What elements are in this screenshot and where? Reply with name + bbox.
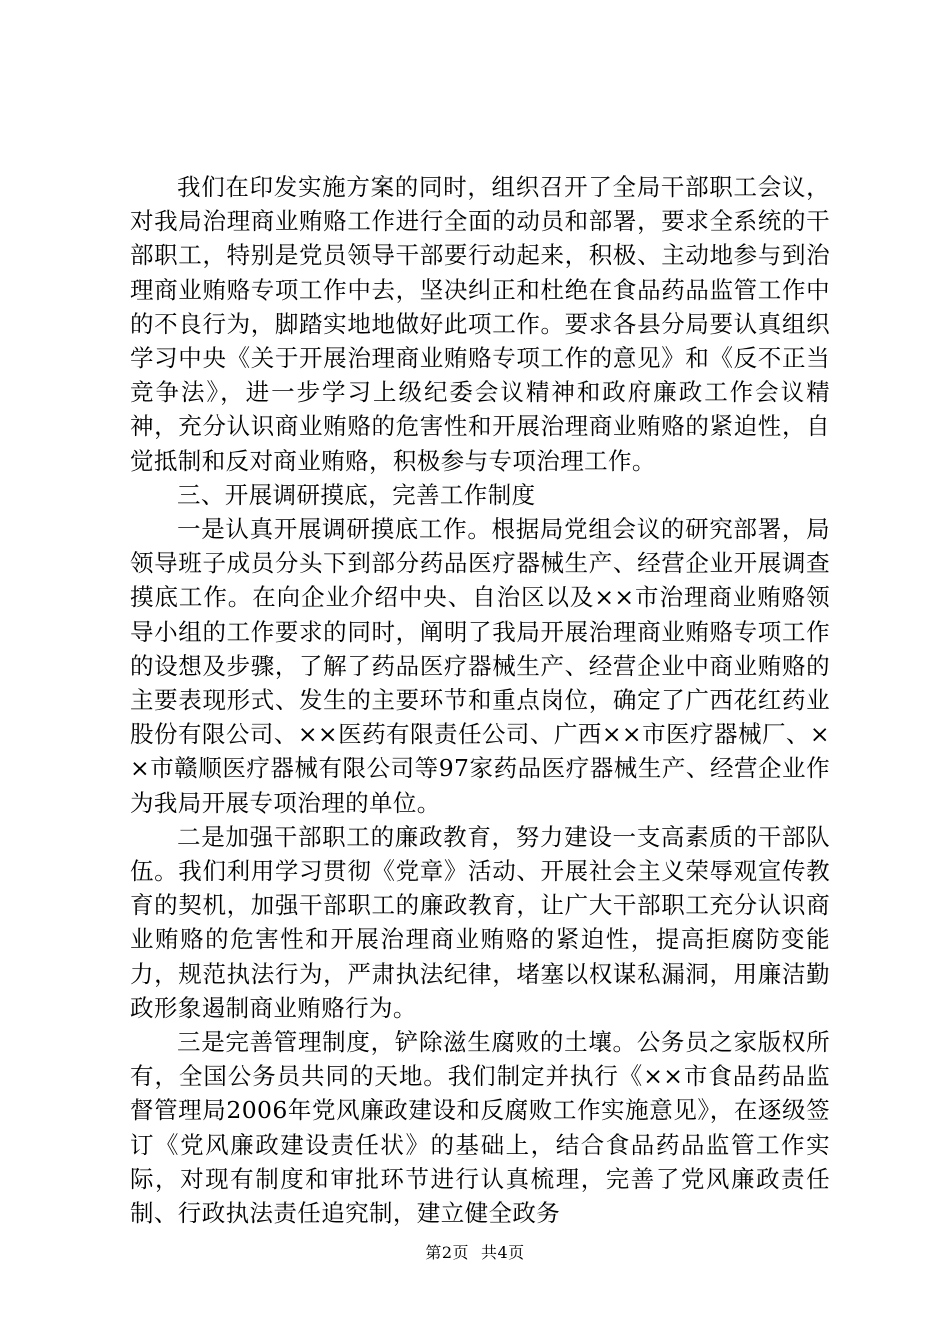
- paragraph-management: 三是完善管理制度，铲除滋生腐败的土壤。公务员之家版权所有，全国公务员共同的天地。我们制定并执行《××市食品药品监督管理局2006年党风廉政建设和反腐败工作实施意见》，在逐级签订《党风廉政建设责任状》的基础上，结合食品药品监管工作实际，对现有制度和审批环节进行认真梳理，完善了党风廉政责任制、行政执法责任追究制，建立健全政务: [130, 1028, 830, 1228]
- paragraph-education: 二是加强干部职工的廉政教育，努力建设一支高素质的干部队伍。我们利用学习贯彻《党章》活动、开展社会主义荣辱观宣传教育的契机，加强干部职工的廉政教育，让广大干部职工充分认识商业贿赂的危害性和开展治理商业贿赂的紧迫性，提高拒腐防变能力，规范执法行为，严肃执法纪律，堵塞以权谋私漏洞，用廉洁勤政形象遏制商业贿赂行为。: [130, 822, 830, 1022]
- page-footer: [0, 1242, 950, 1264]
- section-heading-3: 三、开展调研摸底，完善工作制度: [177, 480, 536, 509]
- paragraph-mobilization: 我们在印发实施方案的同时，组织召开了全局干部职工会议，对我局治理商业贿赂工作进行全面的动员和部署，要求全系统的干部职工，特别是党员领导干部要行动起来，积极、主动地参与到治理商业贿赂专项工作中去，坚决纠正和杜绝在食品药品监管工作中的不良行为，脚踏实地地做好此项工作。要求各县分局要认真组织学习中央《关于开展治理商业贿赂专项工作的意见》和《反不正当竞争法》，进一步学习上级纪委会议精神和政府廉政工作会议精神，充分认识商业贿赂的危害性和开展治理商业贿赂的紧迫性，自觉抵制和反对商业贿赂，积极参与专项治理工作。: [130, 173, 830, 475]
- page-number: 第2页: [425, 1243, 469, 1262]
- paragraph-investigation: 一是认真开展调研摸底工作。根据局党组会议的研究部署，局领导班子成员分头下到部分药品医疗器械生产、经营企业开展调查摸底工作。在向企业介绍中央、自治区以及××市治理商业贿赂领导小组的工作要求的同时，阐明了我局开展治理商业贿赂专项工作的设想及步骤，了解了药品医疗器械生产、经营企业中商业贿赂的主要表现形式、发生的主要环节和重点岗位，确定了广西花红药业股份有限公司、××医药有限责任公司、广西××市医疗器械厂、××市赣顺医疗器械有限公司等97家药品医疗器械生产、经营企业作为我局开展专项治理的单位。: [130, 515, 830, 817]
- page-total: 共4页: [481, 1243, 525, 1262]
- document-body: [130, 170, 830, 1230]
